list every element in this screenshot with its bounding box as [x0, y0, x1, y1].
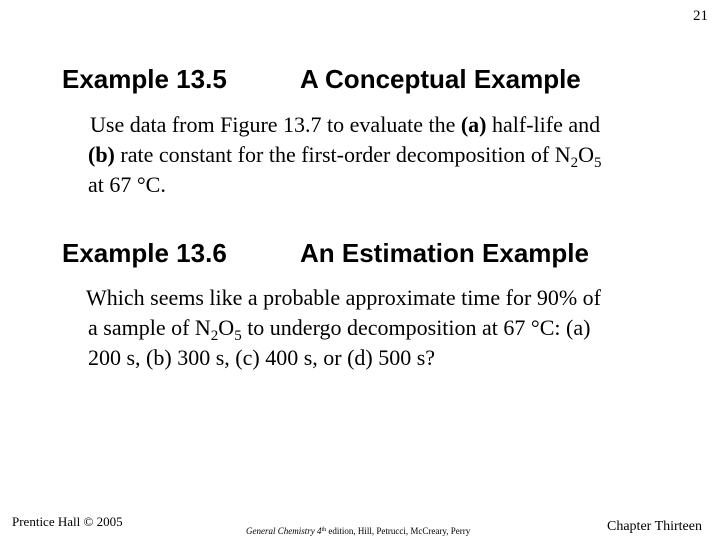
footer-publisher: Prentice Hall © 2005	[12, 514, 123, 529]
page-number: 21	[693, 8, 708, 24]
example-13-6-line-3: 200 s, (b) 300 s, (c) 400 s, or (d) 500 s?	[88, 345, 436, 370]
footer-book-citation: General Chemistry 4th edition, Hill, Petrucci, McCreary, Perry	[246, 526, 471, 536]
example-13-6-line-2: a sample of $N_2O_5$ to undergo decomposition at 67 °C: (a)	[88, 315, 591, 344]
part-a-label: (a)	[460, 112, 487, 137]
example-13-5-line-3: at 67 °C.	[88, 172, 166, 197]
footer-chapter: Chapter Thirteen	[607, 519, 702, 534]
example-13-6-number: Example 13.6	[62, 238, 227, 268]
example-13-5-text	[90, 110, 602, 200]
example-13-5-line-2: (b) rate constant for the first-order decomposition of $N_2O_5$	[88, 142, 602, 171]
example-13-5-number: Example 13.5	[62, 64, 227, 94]
example-13-5-title: A Conceptual Example	[300, 64, 581, 94]
part-b-label: (b)	[88, 142, 115, 167]
example-13-6-title: An Estimation Example	[300, 238, 589, 268]
example-13-6-text	[86, 283, 601, 373]
example-13-5-line-1: Use data from Figure 13.7 to evaluate the (a) half-life and	[90, 112, 601, 137]
example-13-6-line-1: Which seems like a probable approximate time for 90% of	[86, 285, 601, 310]
